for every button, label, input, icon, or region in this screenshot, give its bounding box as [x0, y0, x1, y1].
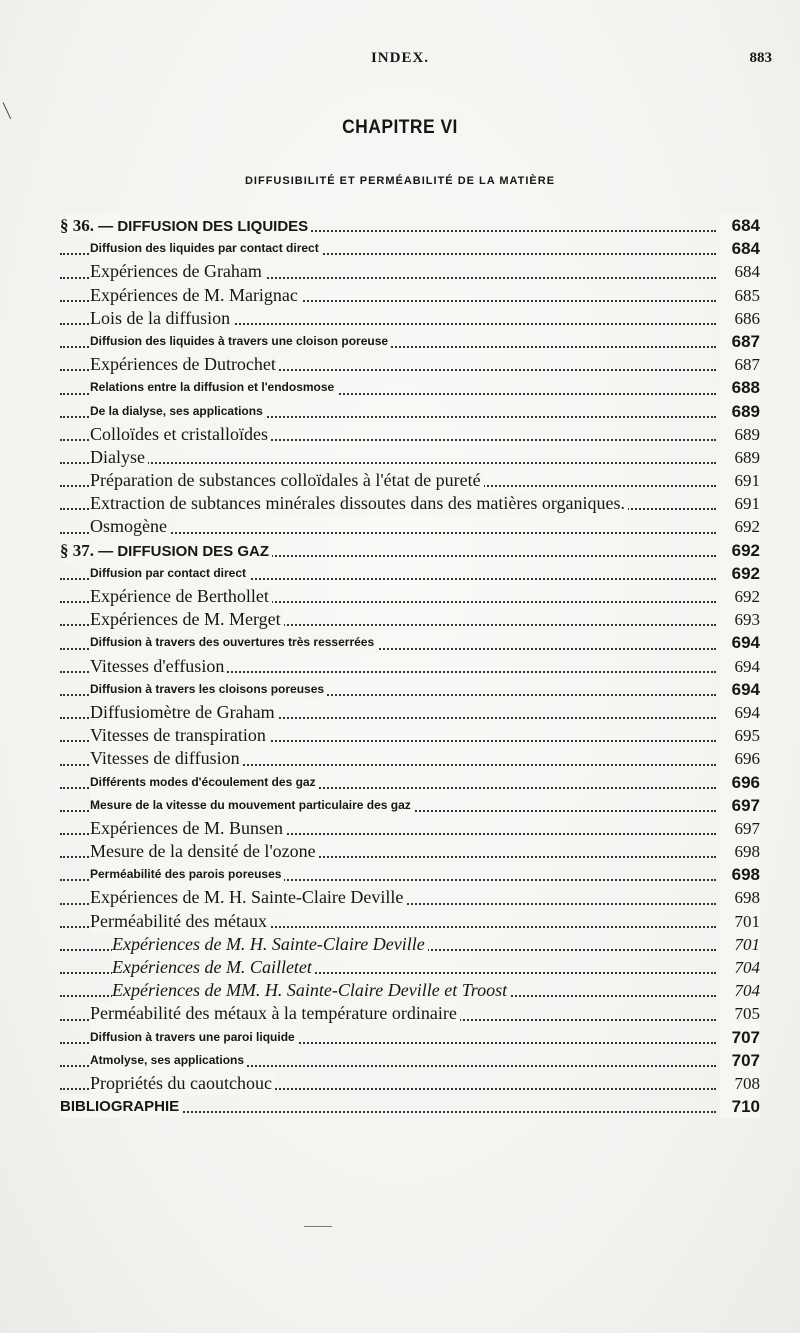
toc-entry-page: 694	[720, 631, 760, 654]
toc-entry-text	[112, 979, 510, 1002]
toc-entry	[60, 794, 760, 817]
toc-entry-page: 698	[720, 840, 760, 863]
leader-dots	[60, 462, 716, 464]
toc-entry	[60, 1002, 760, 1025]
toc-entry-page: 689	[720, 446, 760, 469]
toc-entry-text	[60, 539, 272, 562]
toc-entry-text	[90, 423, 271, 446]
toc-entry-page: 694	[720, 701, 760, 724]
toc-entry-text	[112, 956, 315, 979]
toc-entry-title: BIBLIOGRAPHIE	[60, 1098, 180, 1116]
toc-entry-text	[90, 608, 284, 631]
toc-entry-text	[90, 747, 243, 770]
toc-entry	[60, 631, 760, 654]
toc-entry-page: 684	[720, 237, 760, 260]
toc-entry-text	[90, 794, 414, 817]
toc-entry-title: Diffusion à travers des ouvertures très resserrées	[90, 635, 375, 650]
toc-entry	[60, 237, 760, 260]
toc-entry	[60, 492, 760, 515]
toc-entry-text	[90, 307, 233, 330]
toc-entry-title: Différents modes d'écoulement des gaz	[90, 774, 316, 789]
toc-entry-page: 710	[720, 1095, 760, 1118]
toc-entry-page: 684	[720, 260, 760, 283]
toc-entry	[60, 608, 760, 631]
toc-entry	[60, 400, 760, 423]
toc-entry-text	[90, 886, 406, 909]
toc-entry-page: 692	[720, 515, 760, 538]
toc-entry-page: 692	[720, 585, 760, 608]
toc-entry-page: 684	[720, 214, 760, 237]
toc-entry-page: 704	[720, 956, 760, 979]
toc-entry-title: — DIFFUSION DES GAZ	[98, 542, 270, 560]
toc-entry-title: Diffusion des liquides par contact direct	[90, 241, 319, 256]
toc-entry	[60, 1072, 760, 1095]
toc-entry-text	[90, 1002, 460, 1025]
toc-entry-text	[90, 910, 270, 933]
toc-entry-title: Expérience de Berthollet	[90, 586, 269, 606]
toc-entry-page: 691	[720, 469, 760, 492]
toc-entry-title: Vitesses d'effusion	[90, 655, 225, 676]
toc-entry	[60, 330, 760, 353]
toc-entry-title: Diffusion par contact direct	[90, 565, 247, 580]
toc-entry-page: 697	[720, 817, 760, 840]
toc-entry	[60, 747, 760, 770]
toc-entry-title: Extraction de subtances minérales dissoutes dans des matières organiques.	[90, 493, 626, 514]
toc-entry	[60, 840, 760, 863]
toc-entry	[60, 1049, 760, 1072]
toc-entry-page: 694	[720, 655, 760, 678]
toc-entry-text	[90, 1049, 247, 1072]
toc-entry-text	[90, 1026, 298, 1049]
toc-entry-title: Vitesses de transpiration	[90, 725, 266, 746]
toc-entry-text	[90, 330, 391, 353]
bottom-rule	[304, 1226, 332, 1227]
toc-entry-title: Expériences de Dutrochet	[90, 354, 276, 375]
running-head	[0, 50, 800, 70]
toc-entry-page: 688	[720, 376, 760, 399]
toc-entry-text	[90, 585, 272, 608]
toc-entry-title: Expériences de MM. H. Sainte-Claire Deville et Troost	[112, 980, 508, 1001]
toc-entry-text	[90, 771, 319, 794]
toc-entry-page: 687	[720, 353, 760, 376]
toc-entry	[60, 910, 760, 933]
toc-entry-title: Perméabilité des métaux	[90, 910, 267, 931]
toc-entry-page: 698	[720, 863, 760, 886]
toc-entry-title: Expériences de M. Bunsen	[90, 817, 283, 838]
toc-entry-text	[90, 655, 227, 678]
toc-entry-text	[90, 701, 278, 724]
toc-entry-page: 707	[720, 1026, 760, 1049]
toc-entry-title: Mesure de la vitesse du mouvement particulaire des gaz	[90, 797, 411, 812]
toc-entry-page: 701	[720, 910, 760, 933]
toc-entry-title: Perméabilité des parois poreuses	[90, 867, 282, 882]
toc-entry-title: Diffusion à travers une paroi liquide	[90, 1029, 295, 1044]
toc-entry	[60, 260, 760, 283]
toc-entry-text	[90, 817, 286, 840]
toc-entry-text	[90, 446, 148, 469]
toc-entry-page: 705	[720, 1002, 760, 1025]
toc-entry-page: 693	[720, 608, 760, 631]
toc-entry-text	[90, 376, 337, 399]
toc-entry-page: 707	[720, 1049, 760, 1072]
toc-entry-text	[90, 284, 301, 307]
toc-entry-page: 694	[720, 678, 760, 701]
toc-entry-title: — DIFFUSION DES LIQUIDES	[98, 218, 309, 235]
running-title: INDEX.	[370, 50, 430, 66]
toc-entry-text	[90, 1072, 275, 1095]
toc-entry-page: 689	[720, 400, 760, 423]
toc-entry-page: 685	[720, 284, 760, 307]
toc-entry	[60, 307, 760, 330]
toc-entry-title: Colloïdes et cristalloïdes	[90, 423, 268, 444]
toc-entry-text	[90, 562, 249, 585]
toc-entry-page: 692	[720, 539, 760, 562]
toc-entry	[60, 423, 760, 446]
toc-entry-page: 695	[720, 724, 760, 747]
table-of-contents	[60, 214, 760, 1118]
toc-entry-text	[90, 631, 377, 654]
toc-entry-title: Expériences de Graham	[90, 261, 262, 282]
toc-entry-title: Lois de la diffusion	[90, 307, 231, 328]
toc-entry-text	[90, 678, 327, 701]
toc-entry	[60, 886, 760, 909]
toc-entry-text	[60, 214, 311, 237]
toc-entry-page: 686	[720, 307, 760, 330]
toc-entry-page: 701	[720, 933, 760, 956]
toc-entry-text	[60, 1095, 182, 1118]
toc-entry-title: Atmolyse, ses applications	[90, 1052, 245, 1067]
toc-entry	[60, 515, 760, 538]
toc-entry	[60, 701, 760, 724]
toc-entry-title: Perméabilité des métaux à la température ordinaire	[90, 1003, 457, 1024]
toc-entry-page: 697	[720, 794, 760, 817]
section-number: § 36.	[60, 216, 94, 235]
toc-entry	[60, 562, 760, 585]
toc-entry	[60, 933, 760, 956]
toc-entry	[60, 1026, 760, 1049]
toc-entry-text	[90, 260, 265, 283]
toc-entry	[60, 214, 760, 237]
toc-entry-text	[90, 840, 319, 863]
toc-entry-title: Osmogène	[90, 516, 167, 537]
toc-entry	[60, 376, 760, 399]
toc-entry-title: Diffusion à travers les cloisons poreuses	[90, 681, 325, 696]
toc-entry-text	[112, 933, 428, 956]
toc-entry-title: Dialyse	[90, 446, 145, 467]
toc-entry-text	[90, 237, 322, 260]
toc-entry-title: Expériences de M. Merget	[90, 609, 281, 630]
toc-entry-title: Propriétés du caoutchouc	[90, 1072, 272, 1093]
chapter-title: CHAPITRE VI	[342, 117, 458, 138]
toc-entry-title: Expériences de M. H. Sainte-Claire Deville	[112, 933, 425, 954]
page-number: 883	[749, 50, 772, 66]
toc-entry	[60, 585, 760, 608]
toc-entry	[60, 353, 760, 376]
toc-entry-text	[90, 515, 170, 538]
toc-entry-page: 708	[720, 1072, 760, 1095]
toc-entry-title: Mesure de la densité de l'ozone	[90, 841, 316, 862]
toc-entry-text	[90, 353, 279, 376]
toc-entry	[60, 724, 760, 747]
toc-entry-title: De la dialyse, ses applications	[90, 403, 263, 418]
toc-entry	[60, 863, 760, 886]
toc-entry-title: Expériences de M. Marignac	[90, 284, 298, 305]
toc-entry-title: Vitesses de diffusion	[90, 748, 240, 769]
toc-entry-page: 696	[720, 747, 760, 770]
toc-entry-title: Diffusiomètre de Graham	[90, 701, 275, 722]
toc-entry	[60, 771, 760, 794]
toc-entry	[60, 469, 760, 492]
toc-entry-page: 698	[720, 886, 760, 909]
margin-pencil-mark	[3, 99, 19, 119]
toc-entry-page: 687	[720, 330, 760, 353]
chapter-subtitle: DIFFUSIBILITÉ ET PERMÉABILITÉ DE LA MATIÈRE	[244, 175, 556, 187]
toc-entry-title: Expériences de M. Cailletet	[112, 957, 312, 977]
toc-entry-page: 689	[720, 423, 760, 446]
toc-entry-page: 704	[720, 979, 760, 1002]
toc-entry	[60, 284, 760, 307]
toc-entry-title: Diffusion des liquides à travers une cloison poreuse	[90, 333, 389, 348]
toc-entry-text	[90, 492, 628, 515]
toc-entry-text	[90, 863, 284, 886]
toc-entry-title: Préparation de substances colloïdales à l'état de pureté	[90, 470, 481, 491]
toc-entry	[60, 1095, 760, 1118]
toc-entry-page: 692	[720, 562, 760, 585]
toc-entry-page: 691	[720, 492, 760, 515]
toc-entry	[60, 956, 760, 979]
toc-entry-text	[90, 400, 266, 423]
toc-entry-text	[90, 469, 484, 492]
toc-entry	[60, 817, 760, 840]
toc-entry	[60, 446, 760, 469]
toc-entry-title: Expériences de M. H. Sainte-Claire Deville	[90, 887, 404, 908]
toc-entry-title: Relations entre la diffusion et l'endosmose	[90, 380, 335, 395]
toc-entry	[60, 539, 760, 562]
toc-entry	[60, 678, 760, 701]
section-number: § 37.	[60, 540, 94, 560]
toc-entry	[60, 655, 760, 678]
toc-entry-page: 696	[720, 771, 760, 794]
toc-entry-text	[90, 724, 269, 747]
toc-entry	[60, 979, 760, 1002]
